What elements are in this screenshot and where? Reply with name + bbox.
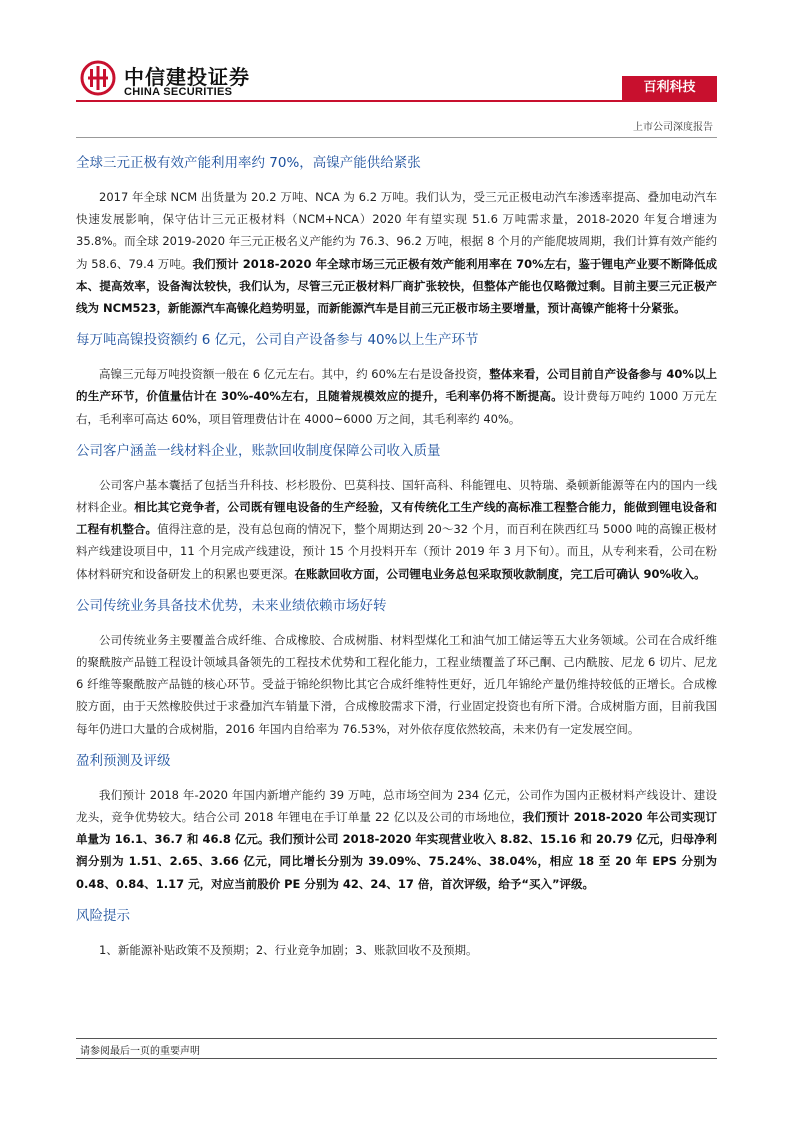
logo-english-name: CHINA SECURITIES [124,86,233,98]
footer-disclaimer: 请参阅最后一页的重要声明 [80,1046,200,1057]
paragraph-customers: 公司客户基本囊括了包括当升科技、杉杉股份、巴莫科技、国轩高科、科能锂电、贝特瑞、桑顿新能源等在内的国内一线材料企业。相比其它竞争者，公司既有锂电设备的生产经验，又有传统化工生产线的高标准工程整合能力，能做到锂电设备和工程有机整合。值得注意的是，没有总包商的情况下，整个周期达到 20～32 个月，而百利在陕西红马 5000 吨的高镍正极材料产线建设项目中，11 个月完成产线建设，预计 15 个月投料开车（预计 2019 年 3 月下旬）。而且，从专利来看，公司在粉体材料研究和设备研发上的积累也要更深。在账款回收方面，公司锂电业务总包采取预收款制度，完工后可确认 90%收入。 [76,477,718,581]
section-title-capacity: 全球三元正极有效产能利用率约 70%，高镍产能供给紧张 [76,155,421,171]
citic-logo-icon [80,60,116,96]
paragraph-forecast: 我们预计 2018 年-2020 年国内新增产能约 39 万吨，总市场空间为 234 亿元，公司作为国内正极材料产线设计、建设龙头，竞争优势较大。结合公司 2018 年锂电在手订单量 22 亿以及公司的市场地位，我们预计 2018-2020 年公司实现订单量为 16.1、36.7 和 46.8 亿元。我们预计公司 2018-2020 年实现营业收入 8.82、15.16 和 20.79 亿元，归母净利润分别为 1.51、2.65、3.66 亿元，同比增长分别为 39.09%、75.24%、38.04%，相应 18 至 20 年 EPS 分别为 0.48、0.84、1.17 元，对应当前股价 PE 分别为 42、24、17 倍，首次评级，给予“买入”评级。 [76,787,717,891]
paragraph-capacity: 2017 年全球 NCM 出货量为 20.2 万吨、NCA 为 6.2 万吨。我们认为，受三元正极电动汽车渗透率提高、叠加电动汽车快速发展影响，保守估计三元正极材料（NCM+NCA）2020 年有望实现 51.6 万吨需求量，2018-2020 年复合增速为 35.8%。而全球 2019-2020 年三元正极名义产能约为 76.3、96.2 万吨，根据 8 个月的产能爬坡周期，我们计算有效产能约为 58.6、79.4 万吨。我们预计 2018-2020 年全球市场三元正极有效产能利用率在 70%左右，鉴于锂电产业要不断降低成本、提高效率，设备淘汰较快，我们认为，尽管三元正极材料厂商扩张较快，但整体产能也仅略微过剩。目前主要三元正极产线为 NCM523，新能源汽车高镍化趋势明显，而新能源汽车是目前三元正极市场主要增量，预计高镍产能将十分紧张。 [76,190,717,316]
paragraph-risk: 1、新能源补贴政策不及预期；2、行业竞争加剧；3、账款回收不及预期。 [99,942,478,957]
section-title-traditional: 公司传统业务具备技术优势，未来业绩依赖市场好转 [76,597,387,614]
footer-divider-bottom [76,1058,717,1059]
footer-divider [76,1038,717,1039]
section-title-forecast: 盈利预测及评级 [76,752,171,769]
paragraph-investment: 高镍三元每万吨投资额一般在 6 亿元左右。其中，约 60%左右是设备投资，整体来看，公司目前自产设备参与 40%以上的生产环节，价值量估计在 30%-40%左右，且随着规模效应的提升，毛利率仍将不断提高。设计费每万吨约 1000 万元左右，毛利率可高达 60%，项目管理费估计在 4000~6000 万之间，其毛利率约 40%。 [76,367,718,426]
report-body [76,146,717,961]
section-title-risk: 风险提示 [76,907,130,924]
company-name-tab: 百利科技 [622,76,717,100]
logo-chinese-name: 中信建投证券 [124,65,250,89]
section-title-customers: 公司客户涵盖一线材料企业，账款回收制度保障公司收入质量 [76,442,441,459]
header-divider-thin [76,137,717,138]
brand-logo [80,60,250,100]
header-divider [76,100,717,102]
report-type-label: 上市公司深度报告 [633,122,713,133]
section-title-investment: 每万吨高镍投资额约 6 亿元，公司自产设备参与 40%以上生产环节 [76,332,479,349]
paragraph-traditional: 公司传统业务主要覆盖合成纤维、合成橡胶、合成树脂、材料型煤化工和油气加工储运等五大业务领域。公司在合成纤维的聚酰胺产品链工程设计领域具备领先的工程技术优势和工程化能力，工程业绩覆盖了环己酮、己内酰胺、尼龙 6 切片、尼龙 6 纤维等聚酰胺产品链的核心环节。受益于锦纶织物比其它合成纤维特性更好，近几年锦纶产量仍维持较低的正增长。合成橡胶方面，由于天然橡胶供过于求叠加汽车销量下滑，合成橡胶需求下滑，行业固定投资也有所下滑。合成树脂方面，目前我国每年仍进口大量的合成树脂，2016 年国内自给率为 76.53%，对外依存度依然较高，未来仍有一定发展空间。 [76,632,717,736]
